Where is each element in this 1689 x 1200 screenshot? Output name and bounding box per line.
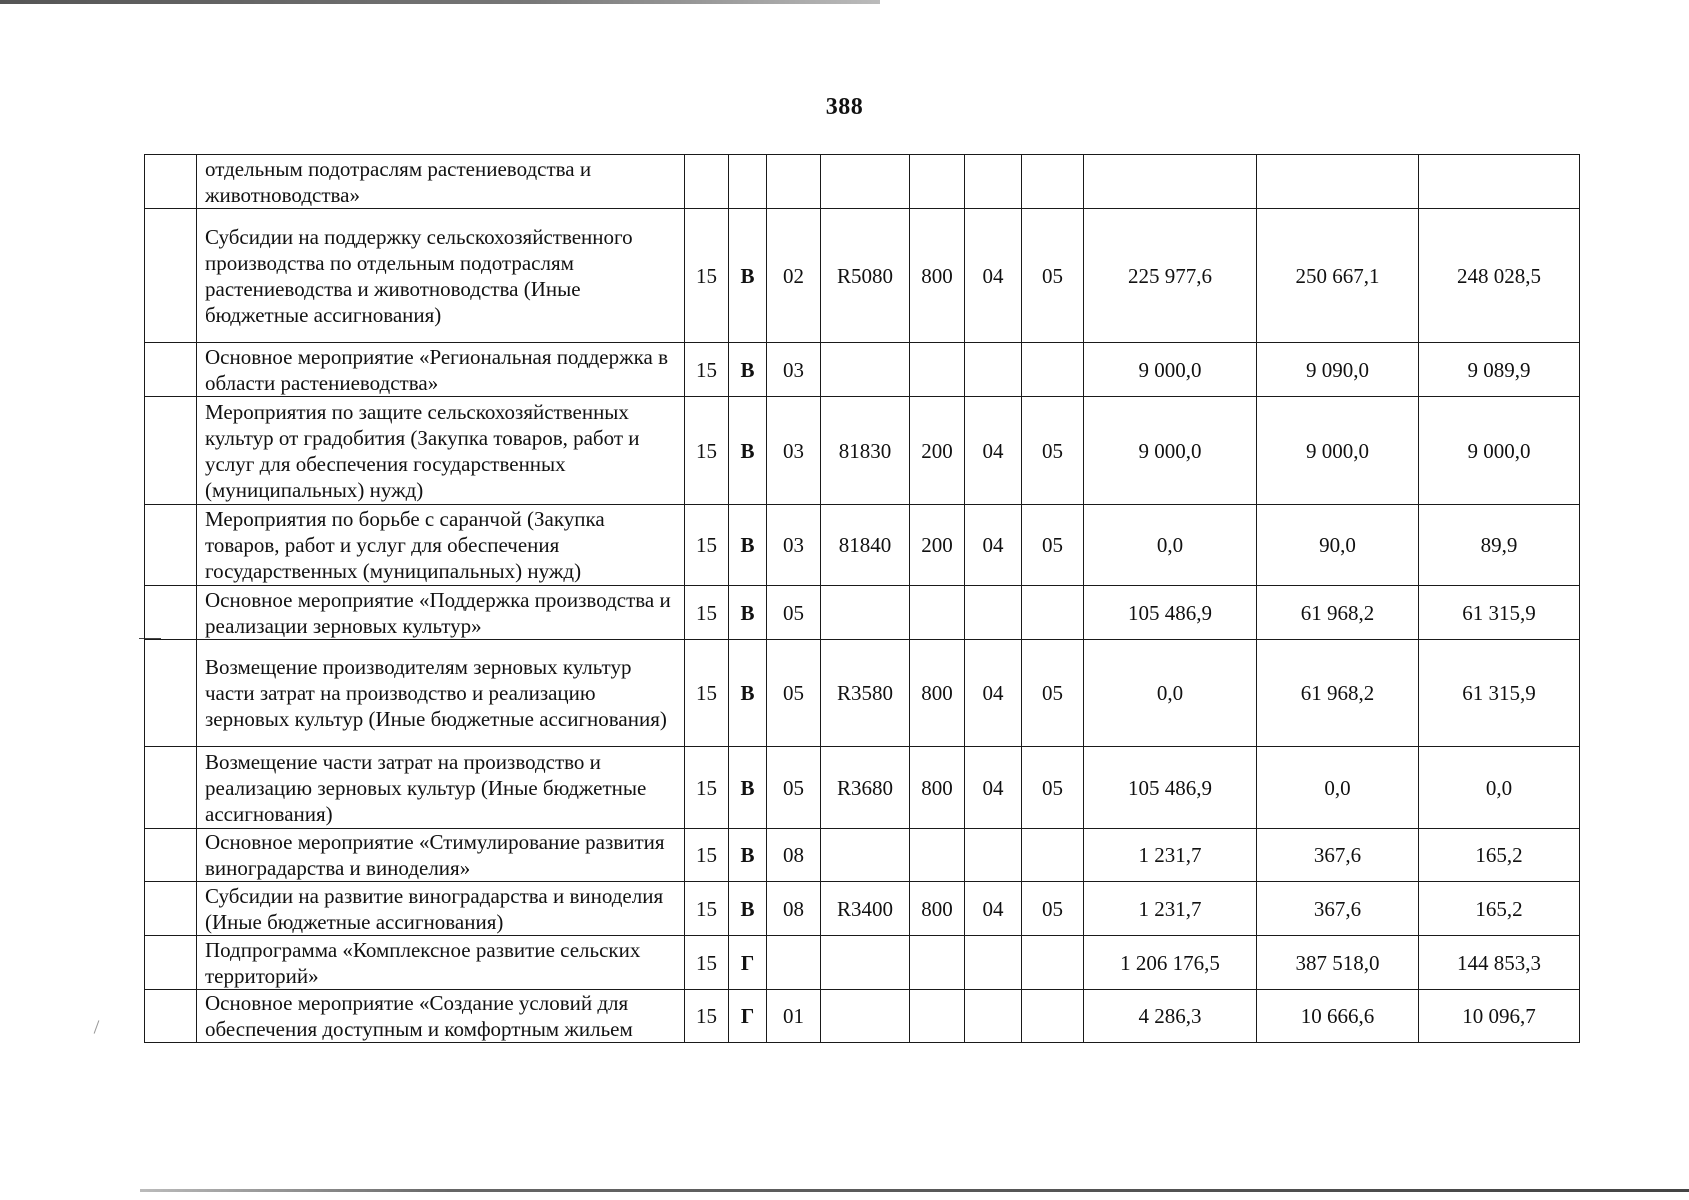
expense-type-cell xyxy=(910,343,965,397)
scan-edge-top xyxy=(0,0,880,4)
amount-year3-cell: 10 096,7 xyxy=(1419,990,1580,1043)
program-code-cell: 15 xyxy=(685,747,729,829)
section-cell: 04 xyxy=(965,505,1022,586)
item-name-cell: Субсидии на развитие виноградарства и виноделия (Иные бюджетные ассигнования) xyxy=(197,882,685,936)
direction-code-cell: R3400 xyxy=(821,882,910,936)
amount-year3-cell: 248 028,5 xyxy=(1419,209,1580,343)
budget-table-body xyxy=(145,155,1580,1043)
amount-year3-cell: 9 000,0 xyxy=(1419,397,1580,505)
section-cell: 04 xyxy=(965,397,1022,505)
amount-year3-cell: 144 853,3 xyxy=(1419,936,1580,990)
row-number-cell xyxy=(145,343,197,397)
table-row xyxy=(145,747,1580,829)
subprogram-code-cell: В xyxy=(729,640,767,747)
section-cell xyxy=(965,155,1022,209)
program-code-cell: 15 xyxy=(685,505,729,586)
table-row xyxy=(145,505,1580,586)
amount-year2-cell: 367,6 xyxy=(1257,882,1419,936)
subsection-cell xyxy=(1022,990,1084,1043)
measure-code-cell: 08 xyxy=(767,882,821,936)
section-cell xyxy=(965,586,1022,640)
measure-code-cell: 08 xyxy=(767,829,821,882)
direction-code-cell: R3680 xyxy=(821,747,910,829)
measure-code-cell: 05 xyxy=(767,747,821,829)
amount-year1-cell: 225 977,6 xyxy=(1084,209,1257,343)
subsection-cell: 05 xyxy=(1022,640,1084,747)
amount-year2-cell: 61 968,2 xyxy=(1257,640,1419,747)
amount-year3-cell: 61 315,9 xyxy=(1419,640,1580,747)
row-number-cell xyxy=(145,209,197,343)
item-name-cell: Мероприятия по борьбе с саранчой (Закупка товаров, работ и услуг для обеспечения государственных (муниципальных) нужд) xyxy=(197,505,685,586)
amount-year3-cell: 0,0 xyxy=(1419,747,1580,829)
subprogram-code-cell xyxy=(729,155,767,209)
scan-edge-bottom xyxy=(140,1189,1689,1192)
subprogram-code-cell: В xyxy=(729,505,767,586)
row-number-cell xyxy=(145,990,197,1043)
subprogram-code-cell: В xyxy=(729,343,767,397)
measure-code-cell: 03 xyxy=(767,343,821,397)
table-row xyxy=(145,343,1580,397)
program-code-cell: 15 xyxy=(685,209,729,343)
subsection-cell xyxy=(1022,936,1084,990)
table-row xyxy=(145,155,1580,209)
budget-table xyxy=(144,154,1580,1043)
amount-year2-cell: 250 667,1 xyxy=(1257,209,1419,343)
measure-code-cell: 05 xyxy=(767,586,821,640)
amount-year1-cell: 105 486,9 xyxy=(1084,586,1257,640)
program-code-cell: 15 xyxy=(685,990,729,1043)
amount-year1-cell xyxy=(1084,155,1257,209)
program-code-cell: 15 xyxy=(685,586,729,640)
amount-year2-cell: 10 666,6 xyxy=(1257,990,1419,1043)
table-row xyxy=(145,936,1580,990)
table-row xyxy=(145,586,1580,640)
expense-type-cell: 800 xyxy=(910,209,965,343)
amount-year3-cell: 165,2 xyxy=(1419,882,1580,936)
subsection-cell: 05 xyxy=(1022,505,1084,586)
program-code-cell: 15 xyxy=(685,343,729,397)
item-name-cell: Возмещение производителям зерновых культур части затрат на производство и реализацию зерновых культур (Иные бюджетные ассигнования) xyxy=(197,640,685,747)
direction-code-cell: 81830 xyxy=(821,397,910,505)
amount-year2-cell: 61 968,2 xyxy=(1257,586,1419,640)
row-number-cell xyxy=(145,155,197,209)
measure-code-cell xyxy=(767,936,821,990)
amount-year3-cell: 165,2 xyxy=(1419,829,1580,882)
amount-year2-cell: 9 000,0 xyxy=(1257,397,1419,505)
program-code-cell: 15 xyxy=(685,936,729,990)
subsection-cell xyxy=(1022,343,1084,397)
table-row xyxy=(145,990,1580,1043)
table-row xyxy=(145,640,1580,747)
item-name-cell: Основное мероприятие «Создание условий для обеспечения доступным и комфортным жильем xyxy=(197,990,685,1043)
subsection-cell xyxy=(1022,155,1084,209)
subsection-cell xyxy=(1022,829,1084,882)
item-name-cell: Возмещение части затрат на производство и реализацию зерновых культур (Иные бюджетные ассигнования) xyxy=(197,747,685,829)
section-cell: 04 xyxy=(965,209,1022,343)
page-number: 388 xyxy=(825,94,864,120)
section-cell xyxy=(965,990,1022,1043)
table-row xyxy=(145,209,1580,343)
amount-year3-cell xyxy=(1419,155,1580,209)
subsection-cell: 05 xyxy=(1022,747,1084,829)
direction-code-cell xyxy=(821,343,910,397)
direction-code-cell: 81840 xyxy=(821,505,910,586)
amount-year2-cell: 367,6 xyxy=(1257,829,1419,882)
program-code-cell: 15 xyxy=(685,829,729,882)
amount-year3-cell: 61 315,9 xyxy=(1419,586,1580,640)
row-number-cell xyxy=(145,882,197,936)
amount-year1-cell: 105 486,9 xyxy=(1084,747,1257,829)
amount-year1-cell: 0,0 xyxy=(1084,640,1257,747)
expense-type-cell: 800 xyxy=(910,640,965,747)
amount-year1-cell: 1 231,7 xyxy=(1084,829,1257,882)
program-code-cell: 15 xyxy=(685,882,729,936)
measure-code-cell: 01 xyxy=(767,990,821,1043)
measure-code-cell: 03 xyxy=(767,505,821,586)
subprogram-code-cell: В xyxy=(729,397,767,505)
expense-type-cell xyxy=(910,155,965,209)
amount-year2-cell xyxy=(1257,155,1419,209)
subprogram-code-cell: Г xyxy=(729,990,767,1043)
direction-code-cell xyxy=(821,936,910,990)
subprogram-code-cell: В xyxy=(729,586,767,640)
amount-year1-cell: 9 000,0 xyxy=(1084,343,1257,397)
amount-year2-cell: 387 518,0 xyxy=(1257,936,1419,990)
program-code-cell: 15 xyxy=(685,397,729,505)
section-cell xyxy=(965,936,1022,990)
direction-code-cell: R5080 xyxy=(821,209,910,343)
amount-year1-cell: 1 206 176,5 xyxy=(1084,936,1257,990)
subsection-cell: 05 xyxy=(1022,882,1084,936)
amount-year1-cell: 0,0 xyxy=(1084,505,1257,586)
direction-code-cell xyxy=(821,990,910,1043)
row-number-cell xyxy=(145,586,197,640)
scan-speck xyxy=(94,1020,100,1033)
measure-code-cell: 02 xyxy=(767,209,821,343)
item-name-cell: Основное мероприятие «Стимулирование развития виноградарства и виноделия» xyxy=(197,829,685,882)
program-code-cell xyxy=(685,155,729,209)
section-cell: 04 xyxy=(965,882,1022,936)
item-name-cell: Субсидии на поддержку сельскохозяйственного производства по отдельным подотраслям растениеводства и животноводства (Иные бюджетные ассигнования) xyxy=(197,209,685,343)
section-cell: 04 xyxy=(965,747,1022,829)
row-number-cell xyxy=(145,936,197,990)
amount-year2-cell: 0,0 xyxy=(1257,747,1419,829)
row-number-cell xyxy=(145,640,197,747)
row-number-cell xyxy=(145,829,197,882)
program-code-cell: 15 xyxy=(685,640,729,747)
item-name-cell: Подпрограмма «Комплексное развитие сельских территорий» xyxy=(197,936,685,990)
measure-code-cell xyxy=(767,155,821,209)
direction-code-cell xyxy=(821,829,910,882)
amount-year2-cell: 90,0 xyxy=(1257,505,1419,586)
item-name-cell: Основное мероприятие «Региональная поддержка в области растениеводства» xyxy=(197,343,685,397)
section-cell xyxy=(965,343,1022,397)
measure-code-cell: 05 xyxy=(767,640,821,747)
item-name-cell: Основное мероприятие «Поддержка производства и реализации зерновых культур» xyxy=(197,586,685,640)
expense-type-cell: 800 xyxy=(910,747,965,829)
expense-type-cell: 800 xyxy=(910,882,965,936)
subprogram-code-cell: Г xyxy=(729,936,767,990)
subprogram-code-cell: В xyxy=(729,882,767,936)
table-row xyxy=(145,397,1580,505)
direction-code-cell xyxy=(821,586,910,640)
direction-code-cell xyxy=(821,155,910,209)
expense-type-cell xyxy=(910,586,965,640)
expense-type-cell xyxy=(910,936,965,990)
subsection-cell: 05 xyxy=(1022,209,1084,343)
table-row xyxy=(145,829,1580,882)
row-number-cell xyxy=(145,747,197,829)
expense-type-cell: 200 xyxy=(910,505,965,586)
table-row xyxy=(145,882,1580,936)
subsection-cell xyxy=(1022,586,1084,640)
amount-year1-cell: 4 286,3 xyxy=(1084,990,1257,1043)
amount-year1-cell: 1 231,7 xyxy=(1084,882,1257,936)
subprogram-code-cell: В xyxy=(729,829,767,882)
amount-year2-cell: 9 090,0 xyxy=(1257,343,1419,397)
expense-type-cell xyxy=(910,990,965,1043)
section-cell: 04 xyxy=(965,640,1022,747)
amount-year3-cell: 9 089,9 xyxy=(1419,343,1580,397)
row-number-cell xyxy=(145,505,197,586)
subprogram-code-cell: В xyxy=(729,209,767,343)
subsection-cell: 05 xyxy=(1022,397,1084,505)
measure-code-cell: 03 xyxy=(767,397,821,505)
section-cell xyxy=(965,829,1022,882)
row-number-cell xyxy=(145,397,197,505)
item-name-cell: отдельным подотраслям растениеводства и животноводства» xyxy=(197,155,685,209)
item-name-cell: Мероприятия по защите сельскохозяйственных культур от градобития (Закупка товаров, работ и услуг для обеспечения государственных (муниципальных) нужд) xyxy=(197,397,685,505)
subprogram-code-cell: В xyxy=(729,747,767,829)
direction-code-cell: R3580 xyxy=(821,640,910,747)
expense-type-cell xyxy=(910,829,965,882)
amount-year3-cell: 89,9 xyxy=(1419,505,1580,586)
expense-type-cell: 200 xyxy=(910,397,965,505)
amount-year1-cell: 9 000,0 xyxy=(1084,397,1257,505)
